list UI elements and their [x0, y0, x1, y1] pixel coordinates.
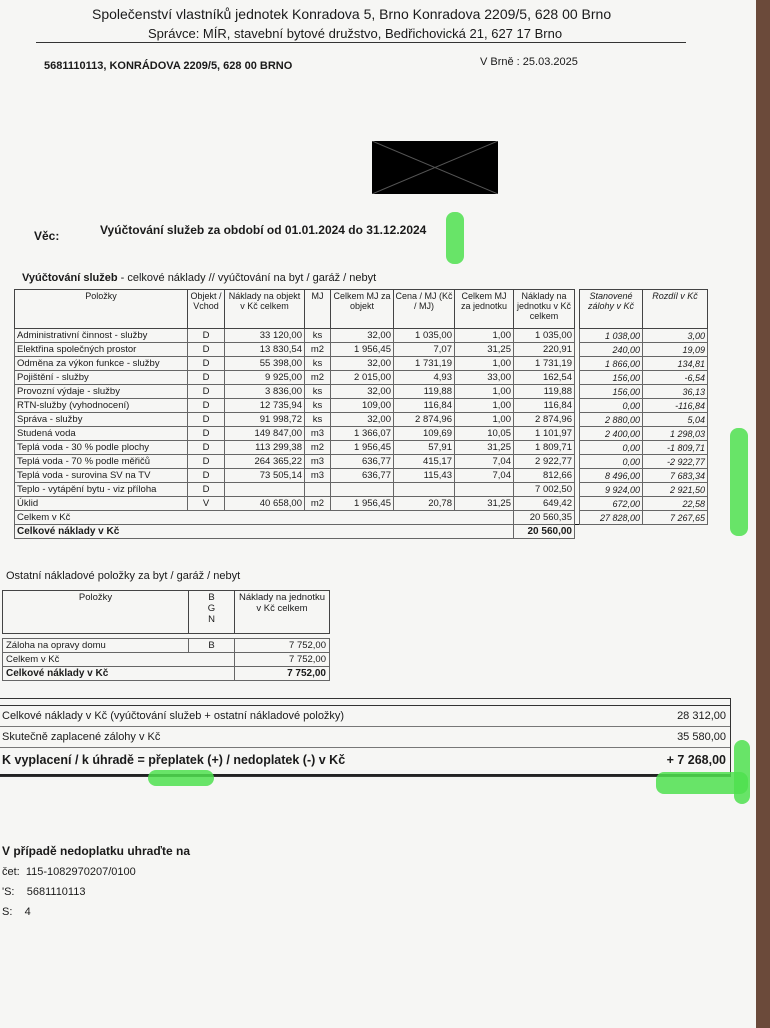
table-row	[15, 483, 708, 497]
table-cell: -116,84	[643, 399, 708, 413]
table-cell: 55 398,00	[225, 357, 305, 371]
table-cell: 12 735,94	[225, 399, 305, 413]
table-cell: 1 035,00	[394, 329, 455, 343]
col-advances: Stanovené zálohy v Kč	[580, 290, 643, 329]
table-cell: m2	[305, 497, 331, 511]
table-cell: 116,84	[394, 399, 455, 413]
table-cell: 7 752,00	[235, 667, 330, 681]
table-cell: m2	[305, 371, 331, 385]
table-cell: 1 956,45	[331, 441, 394, 455]
table-cell: 7,04	[455, 469, 514, 483]
table-cell: 33,00	[455, 371, 514, 385]
highlight-mark-balance-side	[734, 740, 750, 804]
table-cell: 1 809,71	[514, 441, 575, 455]
payment-ss: S: 4	[2, 906, 31, 918]
table-cell: 22,58	[643, 497, 708, 511]
table-cell: 27 828,00	[580, 511, 643, 525]
table-cell: ks	[305, 357, 331, 371]
table-cell: D	[188, 385, 225, 399]
table-cell: Studená voda	[15, 427, 188, 441]
table-cell	[305, 483, 331, 497]
table-cell: ks	[305, 329, 331, 343]
table-cell: ks	[305, 399, 331, 413]
table-cell: 32,00	[331, 357, 394, 371]
table-cell: m2	[305, 343, 331, 357]
table-cell: 264 365,22	[225, 455, 305, 469]
table-row	[3, 639, 330, 653]
table-cell: Teplo - vytápění bytu - viz příloha	[15, 483, 188, 497]
other-col-items: Položky	[3, 591, 189, 634]
services-subtotal-row	[15, 511, 708, 525]
col-unit-price: Cena / MJ (Kč / MJ)	[394, 290, 455, 329]
table-row	[15, 371, 708, 385]
table-cell: 119,88	[394, 385, 455, 399]
table-cell: 31,25	[455, 497, 514, 511]
table-cell: 115,43	[394, 469, 455, 483]
table-row	[15, 329, 708, 343]
table-cell: 1,00	[455, 357, 514, 371]
subject-label: Věc:	[34, 229, 60, 243]
table-row	[15, 385, 708, 399]
table-cell: 3 836,00	[225, 385, 305, 399]
payment-title: V případě nedoplatku uhraďte na	[2, 844, 190, 858]
table-row	[15, 357, 708, 371]
highlight-mark-subject	[446, 212, 464, 264]
table-cell: Pojištění - služby	[15, 371, 188, 385]
table-cell: D	[188, 357, 225, 371]
table-cell: D	[188, 483, 225, 497]
table-cell: 40 658,00	[225, 497, 305, 511]
table-cell: 2 874,96	[514, 413, 575, 427]
table-cell: 31,25	[455, 441, 514, 455]
table-cell: m3	[305, 469, 331, 483]
table-cell: 8 496,00	[580, 469, 643, 483]
table-cell: 636,77	[331, 455, 394, 469]
summary-balance: K vyplacení / k úhradě = přeplatek (+) / nedoplatek (-) v Kč + 7 268,00	[0, 748, 730, 776]
highlight-mark-preplatek	[148, 770, 214, 786]
table-cell: 649,42	[514, 497, 575, 511]
desk-background	[756, 0, 770, 1028]
table-cell: 20,78	[394, 497, 455, 511]
table-cell: 7 752,00	[235, 639, 330, 653]
table-cell: 1 298,03	[643, 427, 708, 441]
table-cell: Celkem v Kč	[15, 511, 514, 525]
summary-box	[0, 698, 731, 777]
table-cell: 1,00	[455, 413, 514, 427]
table-cell: 2 015,00	[331, 371, 394, 385]
table-cell: RTN-služby (vyhodnocení)	[15, 399, 188, 413]
table-cell: 33 120,00	[225, 329, 305, 343]
table-cell: 19,09	[643, 343, 708, 357]
services-table	[14, 289, 708, 539]
table-cell: 0,00	[580, 441, 643, 455]
col-units-per-flat: Celkem MJ za jednotku	[455, 290, 514, 329]
services-section-title: Vyúčtování služeb - celkové náklady // vyúčtování na byt / garáž / nebyt	[22, 272, 377, 284]
header-manager: Správce: MÍR, stavební bytové družstvo, Bedřichovická 21, 627 17 Brno	[148, 26, 563, 41]
summary-total-costs: Celkové náklady v Kč (vyúčtování služeb + ostatní nákladové položky) 28 312,00	[0, 706, 730, 727]
table-cell: 57,91	[394, 441, 455, 455]
table-cell: 31,25	[455, 343, 514, 357]
table-cell: Teplá voda - surovina SV na TV	[15, 469, 188, 483]
table-cell: 240,00	[580, 343, 643, 357]
table-cell: Administrativní činnost - služby	[15, 329, 188, 343]
table-cell: 9 924,00	[580, 483, 643, 497]
subject-text: Vyúčtování služeb za období od 01.01.2024 do 31.12.2024	[100, 223, 427, 237]
table-cell: 1 101,97	[514, 427, 575, 441]
table-cell: Záloha na opravy domu	[3, 639, 189, 653]
table-cell: Teplá voda - 30 % podle plochy	[15, 441, 188, 455]
table-cell: Elektřina společných prostor	[15, 343, 188, 357]
table-cell: 91 998,72	[225, 413, 305, 427]
table-cell: m2	[305, 441, 331, 455]
table-cell: m3	[305, 427, 331, 441]
table-cell	[225, 483, 305, 497]
table-cell: 20 560,35	[514, 511, 575, 525]
other-section-title: Ostatní nákladové položky za byt / garáž / nebyt	[6, 570, 241, 582]
table-cell: 109,00	[331, 399, 394, 413]
payment-vs: 'S: 5681110113	[2, 886, 86, 898]
table-cell: 1,00	[455, 385, 514, 399]
table-cell: ks	[305, 385, 331, 399]
table-cell: D	[188, 371, 225, 385]
table-row	[15, 441, 708, 455]
table-cell: 119,88	[514, 385, 575, 399]
col-items: Položky	[15, 290, 188, 329]
table-cell: D	[188, 329, 225, 343]
table-cell: 415,17	[394, 455, 455, 469]
table-cell: m3	[305, 455, 331, 469]
payment-account: čet: 115-1082970207/0100	[2, 866, 136, 878]
table-cell: 2 921,50	[643, 483, 708, 497]
col-unit: MJ	[305, 290, 331, 329]
table-cell: 7,07	[394, 343, 455, 357]
table-cell: 2 880,00	[580, 413, 643, 427]
other-subtotal-row	[3, 653, 330, 667]
table-cell: 7 752,00	[235, 653, 330, 667]
table-cell: B	[189, 639, 235, 653]
table-cell: Provozní výdaje - služby	[15, 385, 188, 399]
table-cell: -1 809,71	[643, 441, 708, 455]
services-total-row	[15, 525, 708, 539]
table-row	[15, 455, 708, 469]
table-cell: 2 400,00	[580, 427, 643, 441]
table-cell: 73 505,14	[225, 469, 305, 483]
table-cell: 812,66	[514, 469, 575, 483]
table-cell: 1 731,19	[514, 357, 575, 371]
col-object: Objekt / Vchod	[188, 290, 225, 329]
table-cell: -6,54	[643, 371, 708, 385]
other-total-row	[3, 667, 330, 681]
table-cell: 2 922,77	[514, 455, 575, 469]
table-row	[15, 497, 708, 511]
table-cell: 116,84	[514, 399, 575, 413]
table-cell: 5,04	[643, 413, 708, 427]
table-cell: 36,13	[643, 385, 708, 399]
table-cell: ks	[305, 413, 331, 427]
table-cell: Celkem v Kč	[3, 653, 235, 667]
table-cell: 0,00	[580, 399, 643, 413]
redacted-block	[372, 141, 498, 194]
summary-paid-advances: Skutečně zaplacené zálohy v Kč 35 580,00	[0, 727, 730, 748]
table-cell: 1 366,07	[331, 427, 394, 441]
table-cell: 134,81	[643, 357, 708, 371]
table-row	[15, 343, 708, 357]
table-cell: 1 731,19	[394, 357, 455, 371]
table-cell: 1 035,00	[514, 329, 575, 343]
table-row	[15, 469, 708, 483]
table-cell: D	[188, 343, 225, 357]
table-cell: 10,05	[455, 427, 514, 441]
col-object-costs: Náklady na objekt v Kč celkem	[225, 290, 305, 329]
table-cell: 7 683,34	[643, 469, 708, 483]
table-cell: 156,00	[580, 371, 643, 385]
table-cell: Úklid	[15, 497, 188, 511]
table-cell: 1 956,45	[331, 343, 394, 357]
highlight-mark-right	[730, 428, 748, 536]
table-cell: 32,00	[331, 385, 394, 399]
header-divider	[36, 42, 686, 43]
table-cell: 162,54	[514, 371, 575, 385]
table-cell: 9 925,00	[225, 371, 305, 385]
table-cell: D	[188, 399, 225, 413]
col-flat-costs: Náklady na jednotku v Kč celkem	[514, 290, 575, 329]
account-address: 5681110113, KONRÁDOVA 2209/5, 628 00 BRNO	[44, 60, 293, 72]
table-cell: 7,04	[455, 455, 514, 469]
table-cell: 109,69	[394, 427, 455, 441]
table-cell: 3,00	[643, 329, 708, 343]
issue-date: V Brně : 25.03.2025	[480, 56, 578, 68]
col-total-units: Celkem MJ za objekt	[331, 290, 394, 329]
col-difference: Rozdíl v Kč	[643, 290, 708, 329]
table-cell: 20 560,00	[514, 525, 575, 539]
table-cell: 113 299,38	[225, 441, 305, 455]
table-cell: Celkové náklady v Kč	[15, 525, 514, 539]
table-cell: 13 830,54	[225, 343, 305, 357]
table-row	[15, 399, 708, 413]
table-cell	[455, 483, 514, 497]
table-cell: 156,00	[580, 385, 643, 399]
table-cell: D	[188, 441, 225, 455]
table-row	[15, 427, 708, 441]
table-cell: 1 956,45	[331, 497, 394, 511]
table-cell: 1,00	[455, 399, 514, 413]
other-col-bgn: B G N	[189, 591, 235, 634]
table-cell: 32,00	[331, 413, 394, 427]
table-cell: D	[188, 427, 225, 441]
other-costs-table	[2, 590, 330, 681]
table-cell: Správa - služby	[15, 413, 188, 427]
table-cell: 672,00	[580, 497, 643, 511]
header-association: Společenství vlastníků jednotek Konradova 5, Brno Konradova 2209/5, 628 00 Brno	[92, 6, 612, 22]
other-col-costs: Náklady na jednotku v Kč celkem	[235, 591, 330, 634]
table-cell: Teplá voda - 70 % podle měřičů	[15, 455, 188, 469]
table-cell: V	[188, 497, 225, 511]
table-cell: D	[188, 455, 225, 469]
table-cell: -2 922,77	[643, 455, 708, 469]
table-cell: D	[188, 469, 225, 483]
table-cell	[331, 483, 394, 497]
table-cell: 1 038,00	[580, 329, 643, 343]
table-cell: 2 874,96	[394, 413, 455, 427]
table-cell: D	[188, 413, 225, 427]
table-cell: 32,00	[331, 329, 394, 343]
table-cell: 7 267,65	[643, 511, 708, 525]
table-cell: 7 002,50	[514, 483, 575, 497]
table-cell: 636,77	[331, 469, 394, 483]
table-cell: 1,00	[455, 329, 514, 343]
table-row	[15, 413, 708, 427]
table-cell: 1 866,00	[580, 357, 643, 371]
table-cell	[394, 483, 455, 497]
table-cell: 4,93	[394, 371, 455, 385]
table-cell: 220,91	[514, 343, 575, 357]
table-cell: Odměna za výkon funkce - služby	[15, 357, 188, 371]
table-cell: Celkové náklady v Kč	[3, 667, 235, 681]
table-cell: 149 847,00	[225, 427, 305, 441]
table-cell: 0,00	[580, 455, 643, 469]
